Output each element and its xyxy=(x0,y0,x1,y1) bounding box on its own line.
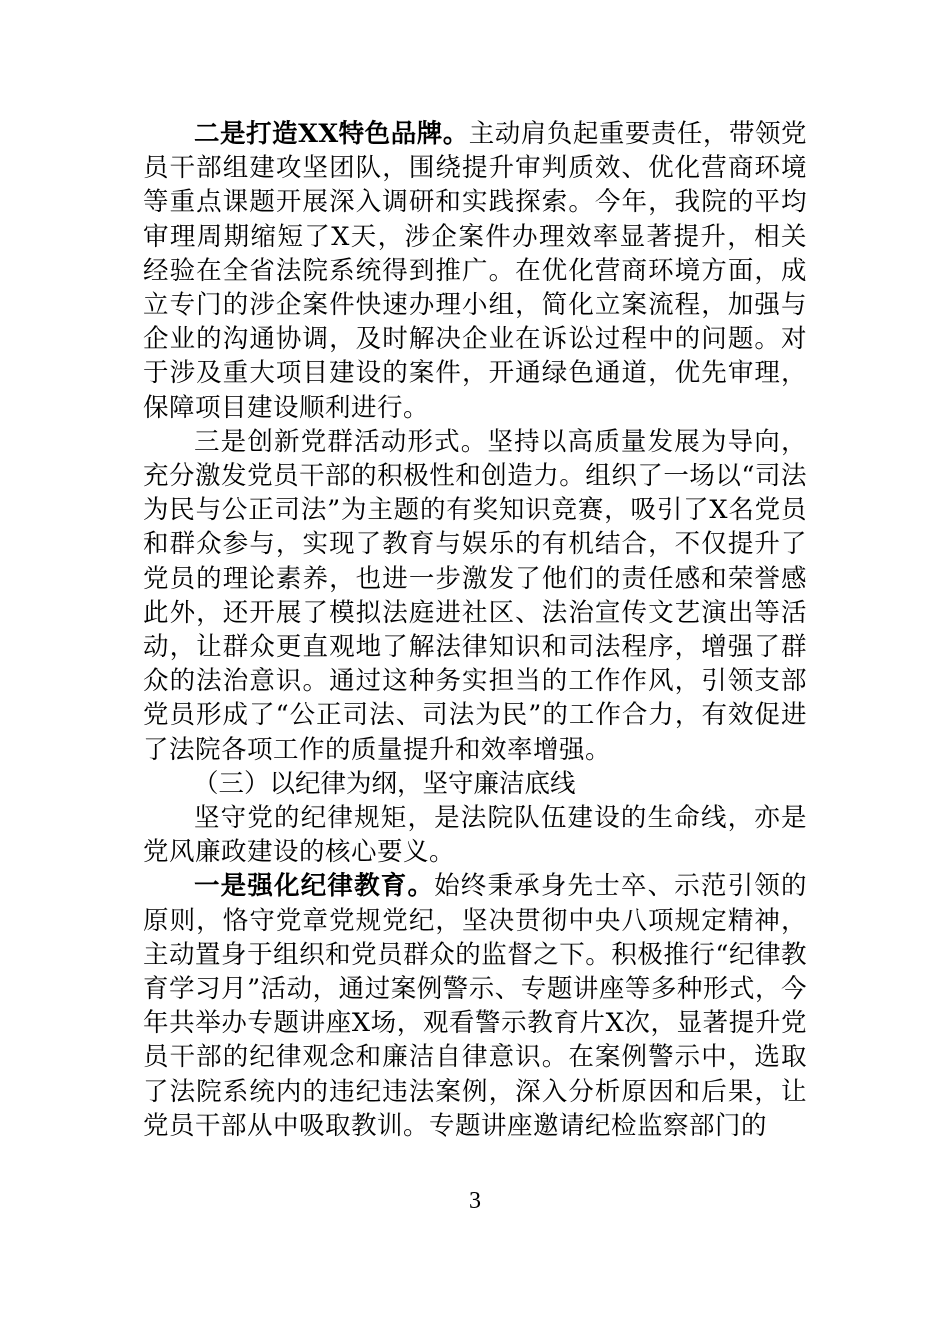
paragraph-brand xyxy=(143,117,807,425)
paragraph-text: 始终秉承身先士卒、示范引领的原则，恪守党章党规党纪，坚决贯彻中央八项规定精神，主动置身于组织和党员群众的监督之下。积极推行“纪律教育学习月”活动，通过案例警示、专题讲座等多种形式，今年共举办专题讲座X场，观看警示教育片X次，显著提升党员干部的纪律观念和廉洁自律意识。在案例警示中，选取了法院系统内的违纪违法案例，深入分析原因和后果，让党员干部从中吸取教训。专题讲座邀请纪检监察部门的 xyxy=(143,871,807,1141)
page-number: 3 xyxy=(469,1188,481,1214)
paragraph-text: 主动肩负起重要责任，带领党员干部组建攻坚团队，围绕提升审判质效、优化营商环境等重点课题开展深入调研和实践探索。今年，我院的平均审理周期缩短了X天，涉企案件办理效率显著提升，相关经验在全省法院系统得到推广。在优化营商环境方面，成立专门的涉企案件快速办理小组，简化立案流程，加强与企业的沟通协调，及时解决企业在诉讼过程中的问题。对于涉及重大项目建设的案件，开通绿色通道，优先审理，保障项目建设顺利进行。 xyxy=(143,119,807,423)
paragraph-lead: 二是打造XX特色品牌。 xyxy=(194,119,469,149)
paragraph-activities xyxy=(143,425,807,767)
paragraph-text: 坚守党的纪律规矩，是法院队伍建设的生命线，亦是党风廉政建设的核心要义。 xyxy=(143,803,807,868)
paragraph-lead: 一是强化纪律教育。 xyxy=(194,871,435,902)
paragraph-discipline-intro xyxy=(143,801,807,869)
section-heading: （三）以纪律为纲，坚守廉洁底线 xyxy=(193,768,576,799)
paragraph-discipline-education xyxy=(143,869,807,1143)
document-body xyxy=(143,117,807,1143)
paragraph-text: 三是创新党群活动形式。坚持以高质量发展为导向，充分激发党员干部的积极性和创造力。组织了一场以“司法为民与公正司法”为主题的有奖知识竞赛，吸引了X名党员和群众参与，实现了教育与娱乐的有机结合，不仅提升了党员的理论素养，也进一步激发了他们的责任感和荣誉感此外，还开展了模拟法庭进社区、法治宣传文艺演出等活动，让群众更直观地了解法律知识和司法程序，增强了群众的法治意识。通过这种务实担当的工作作风，引领支部党员形成了“公正司法、司法为民”的工作合力，有效促进了法院各项工作的质量提升和效率增强。 xyxy=(143,426,807,765)
